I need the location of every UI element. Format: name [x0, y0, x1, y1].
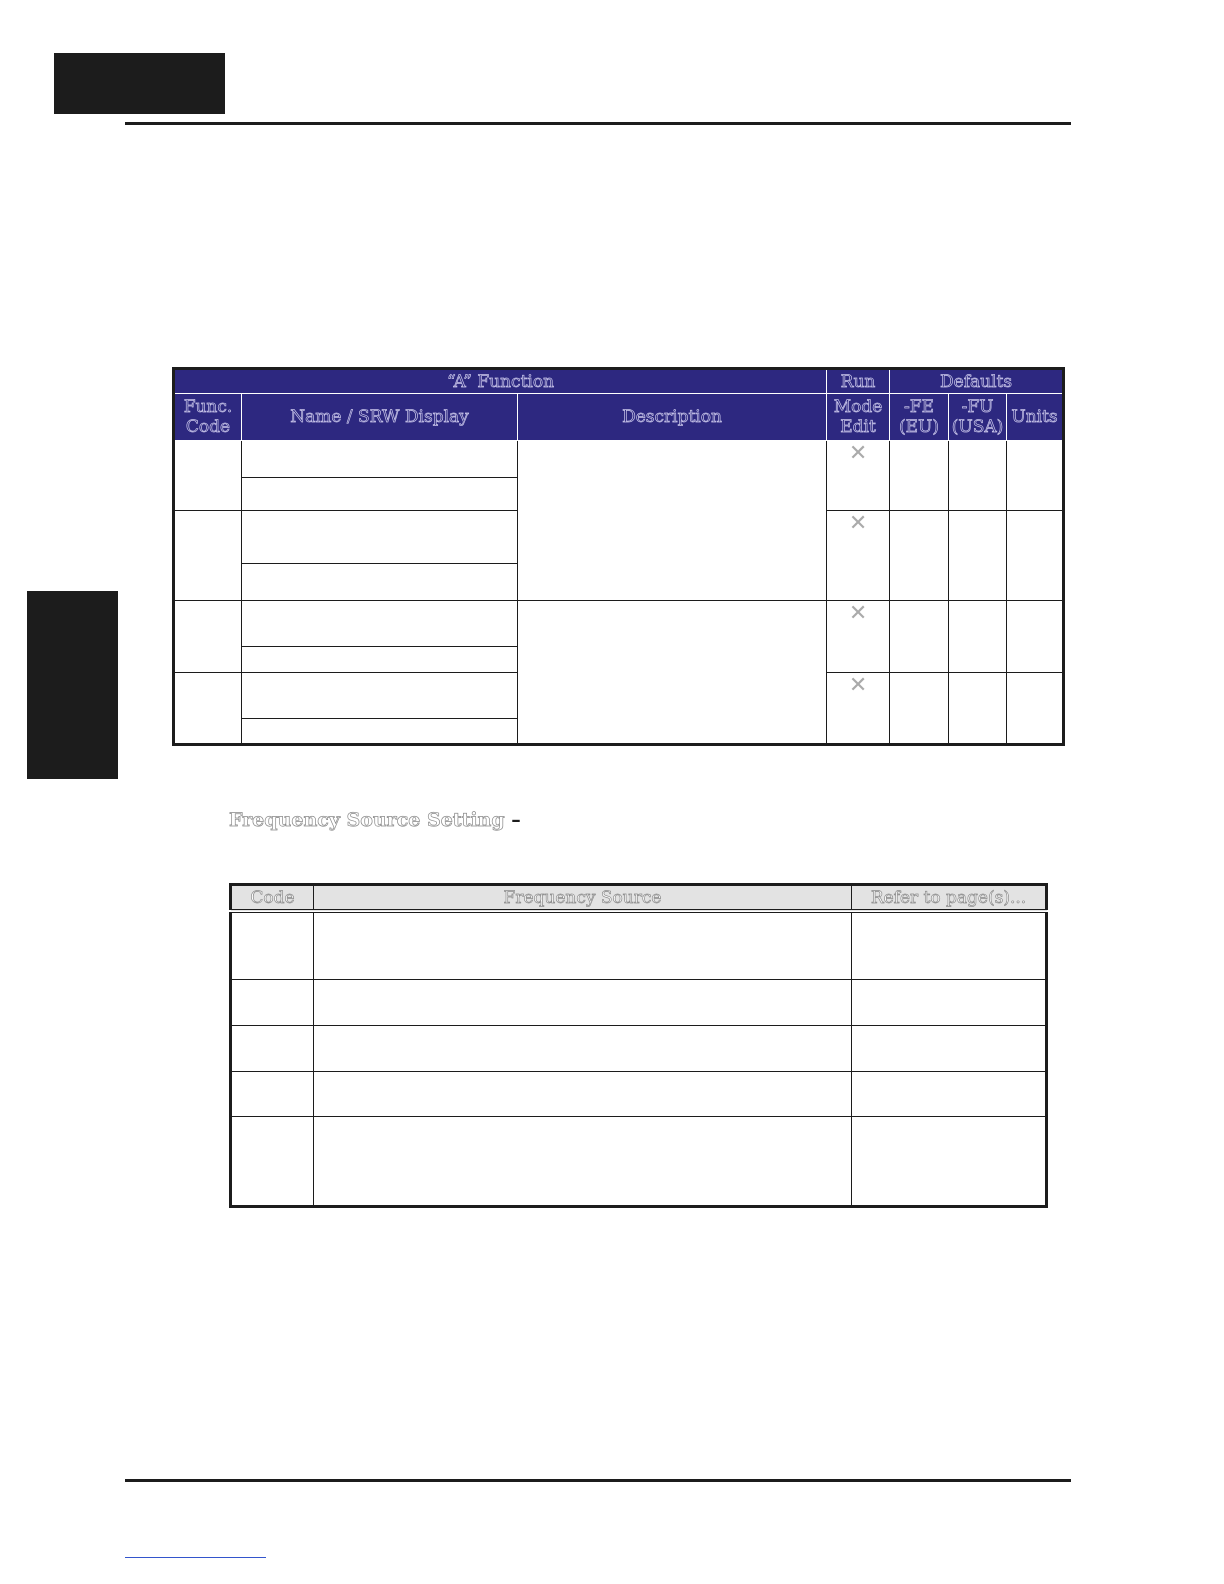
- table-cell: [518, 441, 827, 601]
- table-cell: [1007, 673, 1064, 745]
- side-thumb-tab: [27, 591, 118, 779]
- chapter-tab: [54, 53, 225, 114]
- table-cell: [314, 1071, 852, 1116]
- table-cell: [314, 1025, 852, 1071]
- table-cell: [231, 1071, 314, 1116]
- table-cell: [242, 673, 518, 719]
- table-cell: [242, 719, 518, 745]
- table-cell: [852, 911, 1047, 979]
- a-function-table: [172, 367, 1065, 746]
- table-cell: [242, 601, 518, 647]
- table-cell: [827, 601, 890, 673]
- units-header: Units: [1007, 394, 1064, 441]
- group-title-header: “A” Function: [174, 369, 827, 394]
- table-cell: [242, 564, 518, 601]
- table-cell: [518, 601, 827, 745]
- name-header: Name / SRW Display: [242, 394, 518, 441]
- fe-eu-header: -FE (EU): [890, 394, 949, 441]
- table-cell: [1007, 601, 1064, 673]
- table-cell: [174, 673, 242, 745]
- table-cell: [827, 673, 890, 745]
- run-mode-x-icon: ✕: [848, 601, 868, 626]
- table-cell: [827, 441, 890, 511]
- table-cell: [242, 647, 518, 673]
- func-code-header: Func. Code: [174, 394, 242, 441]
- table-cell: [949, 673, 1007, 745]
- table-cell: [852, 1116, 1047, 1206]
- table-cell: [890, 601, 949, 673]
- header-rule: [125, 122, 1071, 125]
- table-cell: [949, 601, 1007, 673]
- table-cell: [890, 441, 949, 511]
- table-cell: [242, 478, 518, 511]
- frequency-source-header: Frequency Source: [314, 885, 852, 912]
- table-cell: [1007, 441, 1064, 511]
- table-cell: [174, 601, 242, 673]
- table-cell: [231, 1025, 314, 1071]
- table-cell: [827, 511, 890, 601]
- table-cell: [174, 511, 242, 601]
- defaults-header: Defaults: [890, 369, 1064, 394]
- table-cell: [231, 979, 314, 1025]
- table-row: [231, 979, 1047, 1025]
- table-cell: [314, 979, 852, 1025]
- table-row: [231, 1116, 1047, 1206]
- refer-to-pages-header: Refer to page(s)...: [852, 885, 1047, 912]
- footer-rule: [125, 1479, 1071, 1482]
- table-cell: [852, 1071, 1047, 1116]
- frequency-source-heading: Frequency Source Setting –: [229, 809, 521, 831]
- footer-link-underline[interactable]: [125, 1557, 266, 1558]
- table-cell: [174, 441, 242, 511]
- table-cell: [852, 979, 1047, 1025]
- run-mode-x-icon: ✕: [848, 511, 868, 536]
- table-cell: [314, 911, 852, 979]
- table-cell: [231, 1116, 314, 1206]
- table-cell: [314, 1116, 852, 1206]
- table-cell: [949, 511, 1007, 601]
- table-cell: [890, 673, 949, 745]
- table-row: [231, 911, 1047, 979]
- frequency-source-table: [229, 883, 1048, 1208]
- description-header: Description: [518, 394, 827, 441]
- run-mode-x-icon: ✕: [848, 441, 868, 466]
- table-cell: [949, 441, 1007, 511]
- table-row: [231, 1025, 1047, 1071]
- table-cell: [231, 911, 314, 979]
- fu-usa-header: -FU (USA): [949, 394, 1007, 441]
- table-cell: [242, 441, 518, 478]
- table-cell: [890, 511, 949, 601]
- code-header: Code: [231, 885, 314, 912]
- run-mode-x-icon: ✕: [848, 673, 868, 698]
- run-mode-edit-header: Mode Edit: [827, 394, 890, 441]
- table-cell: [1007, 511, 1064, 601]
- run-header: Run: [827, 369, 890, 394]
- table-cell: [242, 511, 518, 564]
- table-row: [231, 1071, 1047, 1116]
- table-cell: [852, 1025, 1047, 1071]
